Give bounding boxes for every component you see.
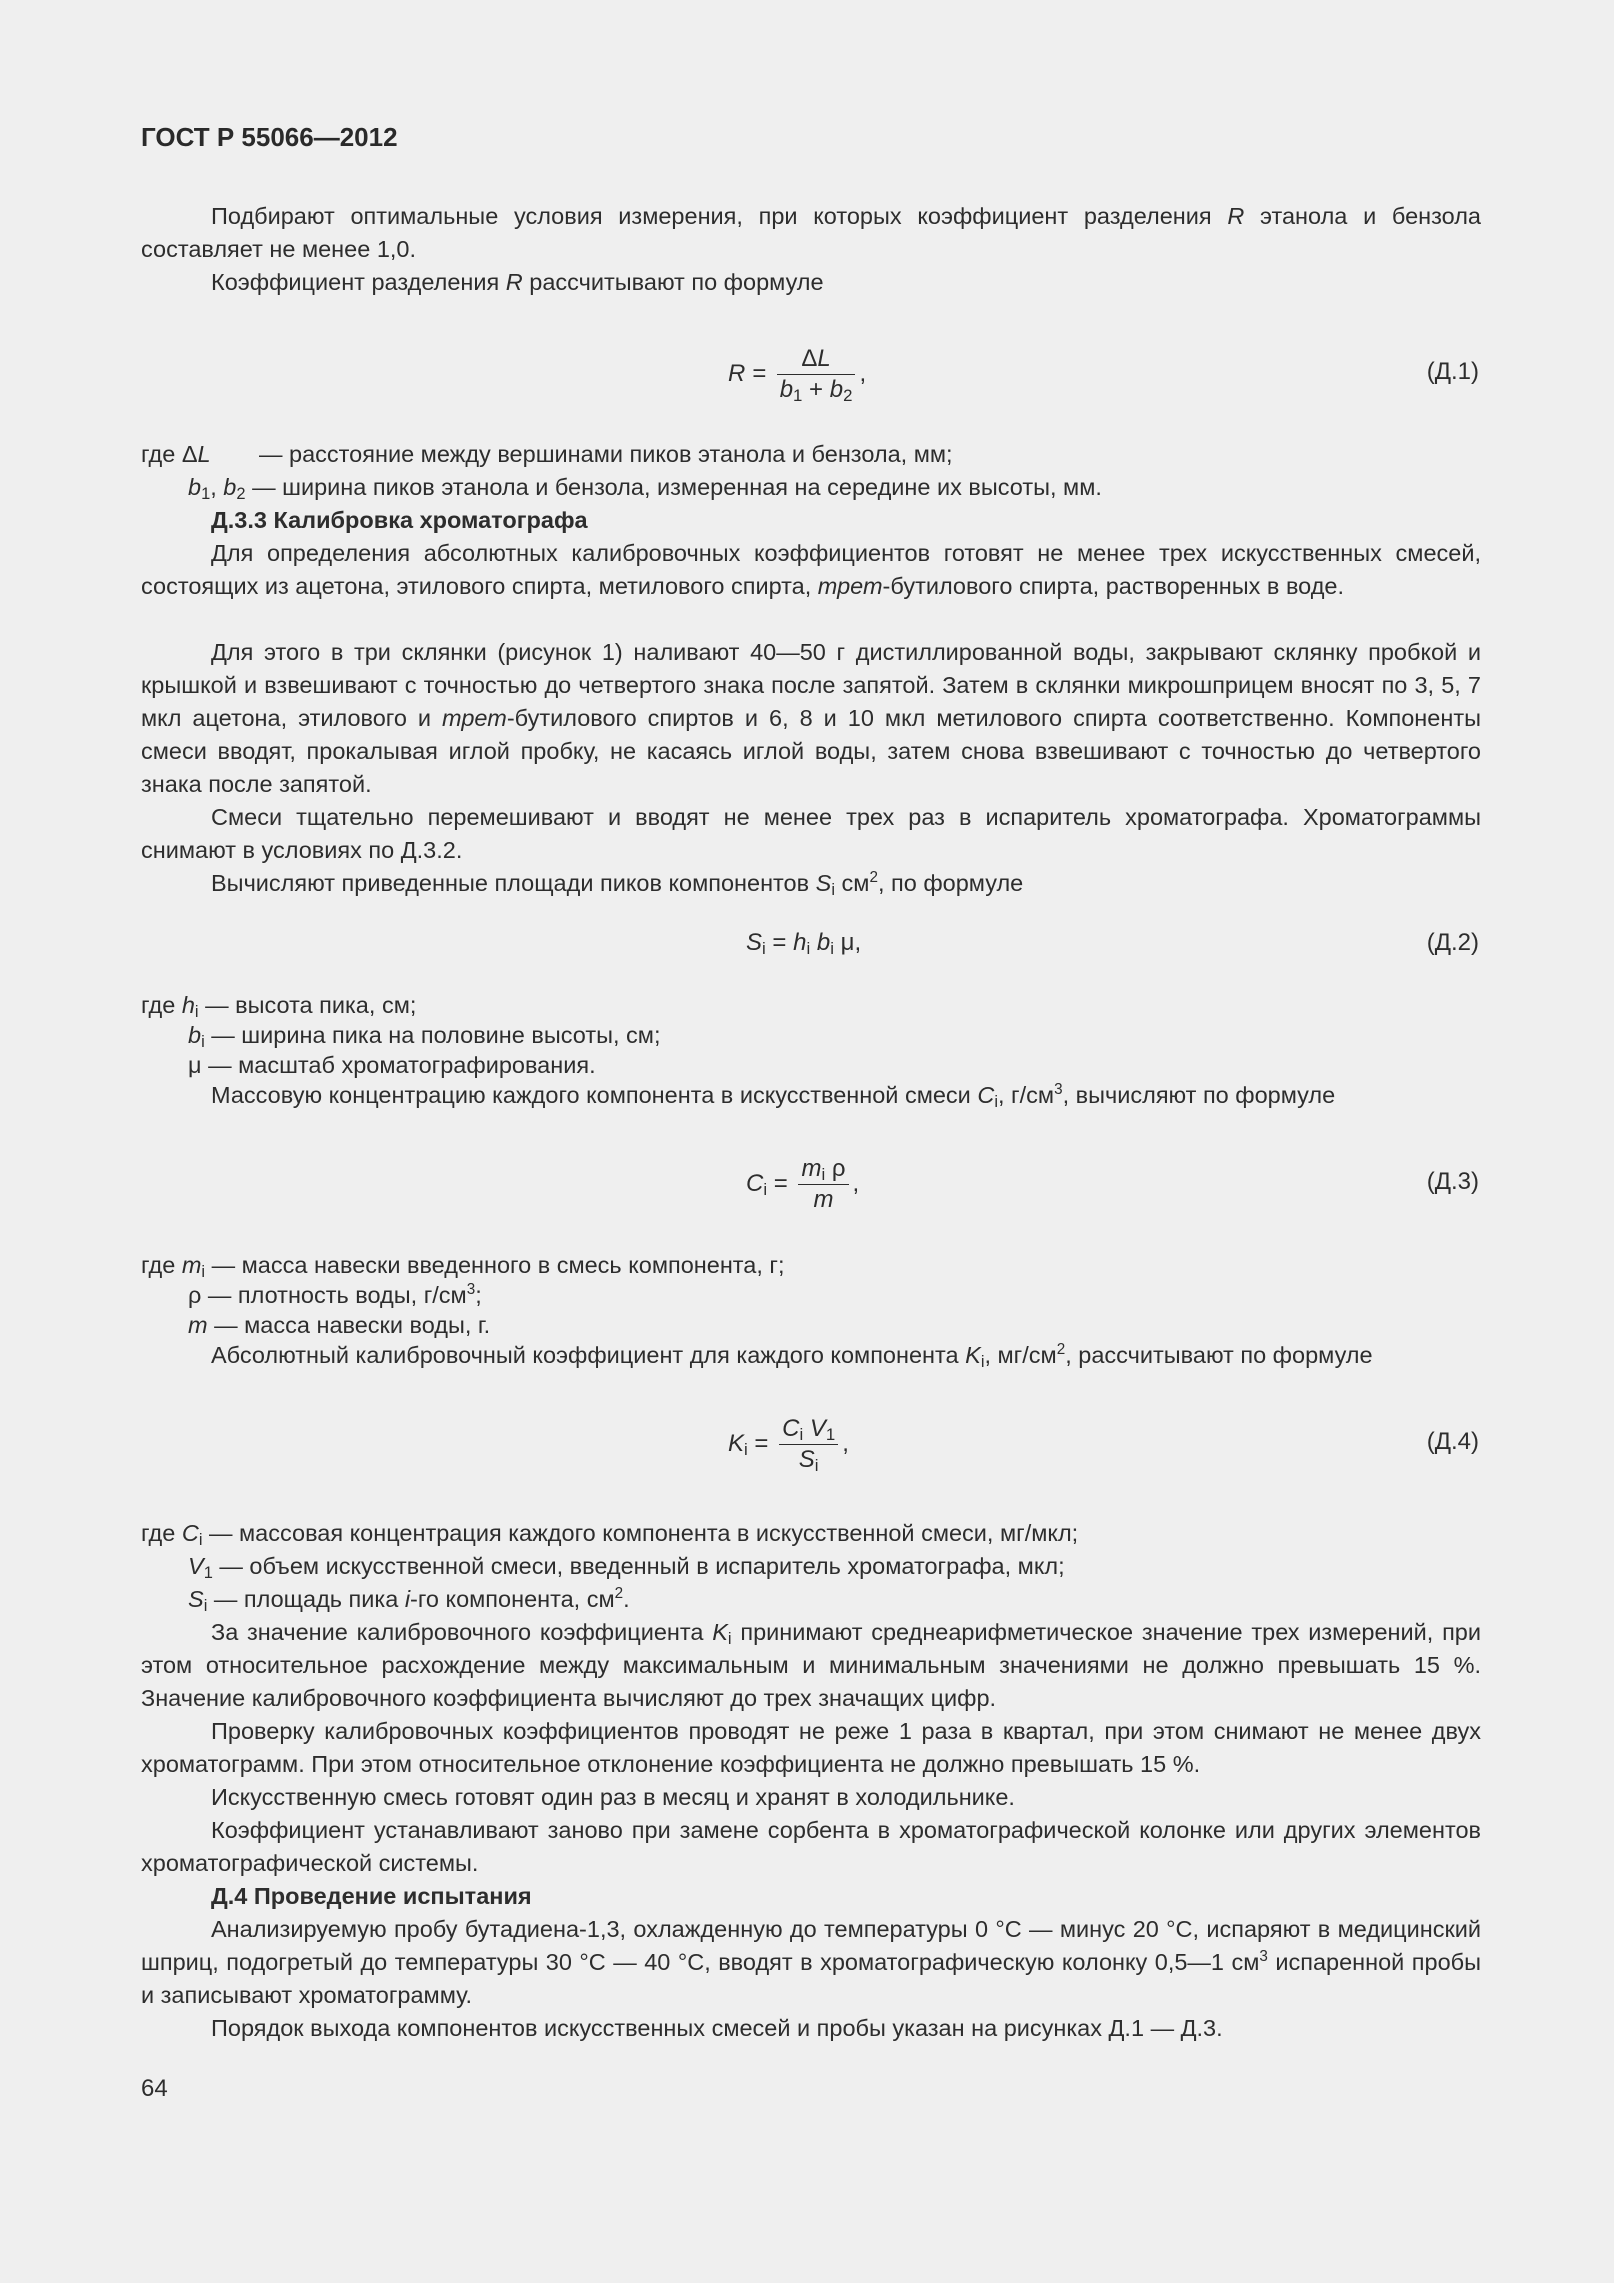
where-d2-line1: где $h_i$ — высота пика, см; xyxy=(141,992,417,1021)
formula-d3-numerator: $m_i$ ρ xyxy=(798,1155,848,1185)
page-number: 64 xyxy=(141,2075,168,2102)
where-d4-line2: $V_1$ — объем искусственной смеси, введенный в испаритель хроматографа, мкл; xyxy=(188,1553,1065,1582)
formula-d4-fraction xyxy=(779,1415,838,1474)
formula-d4 xyxy=(728,1415,849,1474)
where-d2-line2: $b_i$ — ширина пика на половине высоты, см; xyxy=(188,1022,661,1051)
formula-d3-tail: , xyxy=(852,1169,860,1197)
where-d1-key2: $b_1$, $b_2$ xyxy=(188,474,246,503)
paragraph-mixture-preparation: Для этого в три склянки (рисунок 1) наливают 40—50 г дистиллированной воды, закрывают склянку пробкой и крышкой и взвешивают с точностью до четвертого знака после запятой. Затем в склянки микрошприцем вносят по 3, 5, 7 мкл ацетона, этилового и трет-бутилового спиртов и 6, 8 и 10 мкл метилового спирта соответственно. Компоненты смеси вводят, прокалывая иглой пробку, не касаясь иглой воды, затем снова взвешивают с точностью до четвертого знака после запятой. xyxy=(141,639,1481,797)
paragraph-separation-formula-intro: Коэффициент разделения R рассчитывают по формуле xyxy=(211,269,824,295)
formula-d2: $S_i = h_i$ $b_i$ μ, xyxy=(746,929,862,958)
where-d1-text2: — ширина пиков этанола и бензола, измеренная на середине их высоты, мм. xyxy=(252,474,1102,500)
where-d3-line1: где $m_i$ — масса навески введенного в смесь компонента, г; xyxy=(141,1252,785,1281)
paragraph-elution-order: Порядок выхода компонентов искусственных смесей и пробы указан на рисунках Д.1 — Д.3. xyxy=(211,2015,1223,2041)
paragraph-coefficient-averaging: За значение калибровочного коэффициента $K_i$ принимают среднеарифметическое значение трех измерений, при этом относительное расхождение между максимальным и минимальным значениями не должно превышать 15 %. Значение калибровочного коэффициента вычисляют до трех значащих цифр. xyxy=(141,1619,1481,1711)
formula-d1-numerator: ΔL xyxy=(777,345,856,375)
paragraph-separation-conditions: Подбирают оптимальные условия измерения, при которых коэффициент разделения R этанола и бензола составляет не менее 1,0. xyxy=(141,203,1481,262)
formula-d3 xyxy=(746,1155,859,1214)
where-d1-line2 xyxy=(188,471,1102,504)
formula-d3-fraction xyxy=(798,1155,848,1214)
formula-d4-lhs: $K_i$ = xyxy=(728,1429,769,1459)
formula-d1-lhs: R = xyxy=(728,359,767,387)
paragraph-test-procedure: Анализируемую пробу бутадиена-1,3, охлажденную до температуры 0 °С — минус 20 °С, испаряют в медицинский шприц, подогретый до температуры 30 °С — 40 °С, вводят в хроматографическую колонку 0,5—1 $см^3$ испаренной пробы и записывают хроматограмму. xyxy=(141,1916,1481,2008)
formula-d1-denominator: $b_1 + b_2$ xyxy=(779,376,853,405)
formula-d4-numerator: $C_i$ $V_1$ xyxy=(779,1415,838,1445)
paragraph-peak-area-intro: Вычисляют приведенные площади пиков компонентов $S_i$ $см^2$, по формуле xyxy=(211,869,1024,899)
formula-d1-fraction xyxy=(777,345,856,404)
where-d1-line1 xyxy=(141,438,953,471)
where-d1-key1: где ΔL xyxy=(141,441,211,467)
formula-d4-tail: , xyxy=(842,1429,849,1457)
formula-d3-number: (Д.3) xyxy=(1426,1168,1479,1195)
where-d4-line3: $S_i$ — площадь пика i-го компонента, $см^2$. xyxy=(188,1585,630,1615)
paragraph-mixture-injection: Смеси тщательно перемешивают и вводят не менее трех раз в испаритель хроматографа. Хроматограммы снимают в условиях по Д.3.2. xyxy=(141,804,1481,863)
paragraph-coefficient-verification: Проверку калибровочных коэффициентов проводят не реже 1 раза в квартал, при этом снимают не менее двух хроматограмм. При этом относительное отклонение коэффициента не должно превышать 15 %. xyxy=(141,1718,1481,1777)
formula-d1-tail: , xyxy=(859,359,867,387)
paragraph-calibration-coefficient-intro: Абсолютный калибровочный коэффициент для каждого компонента $K_i$, $мг/см^2$, рассчитывают по формуле xyxy=(211,1341,1373,1371)
where-d4-line1: где $C_i$ — массовая концентрация каждого компонента в искусственной смеси, мг/мкл; xyxy=(141,1520,1079,1549)
formula-d4-number: (Д.4) xyxy=(1426,1428,1479,1455)
where-d1-text1: — расстояние между вершинами пиков этанола и бензола, мм; xyxy=(259,441,953,467)
paragraph-coefficient-reset: Коэффициент устанавливают заново при замене сорбента в хроматографической колонке или других элементов хроматографической системы. xyxy=(141,1817,1481,1876)
section-heading-d4: Д.4 Проведение испытания xyxy=(211,1883,532,1909)
formula-d4-denominator: $S_i$ xyxy=(798,1446,819,1475)
paragraph-mixture-storage: Искусственную смесь готовят один раз в месяц и хранят в холодильнике. xyxy=(211,1784,1015,1810)
paragraph-mass-concentration-intro: Массовую концентрацию каждого компонента в искусственной смеси $C_i$, $г/см^3$, вычисляют по формуле xyxy=(211,1081,1336,1111)
document-header: ГОСТ Р 55066—2012 xyxy=(141,122,398,152)
formula-d3-lhs: $C_i$ = xyxy=(746,1169,788,1199)
where-d3-line2: ρ — плотность воды, $г/см^3$; xyxy=(188,1281,482,1308)
formula-d1 xyxy=(728,345,866,404)
formula-d2-number: (Д.2) xyxy=(1426,929,1479,956)
formula-d1-number: (Д.1) xyxy=(1426,358,1479,385)
where-d3-line3: m — масса навески воды, г. xyxy=(188,1312,491,1338)
where-d2-line3: μ — масштаб хроматографирования. xyxy=(188,1052,596,1078)
paragraph-calibration-mixtures: Для определения абсолютных калибровочных коэффициентов готовят не менее трех искусственных смесей, состоящих из ацетона, этилового спирта, метилового спирта, трет-бутилового спирта, растворенных в воде. xyxy=(141,540,1481,599)
section-heading-d33: Д.3.3 Калибровка хроматографа xyxy=(211,507,588,533)
formula-d3-denominator: m xyxy=(813,1186,834,1213)
